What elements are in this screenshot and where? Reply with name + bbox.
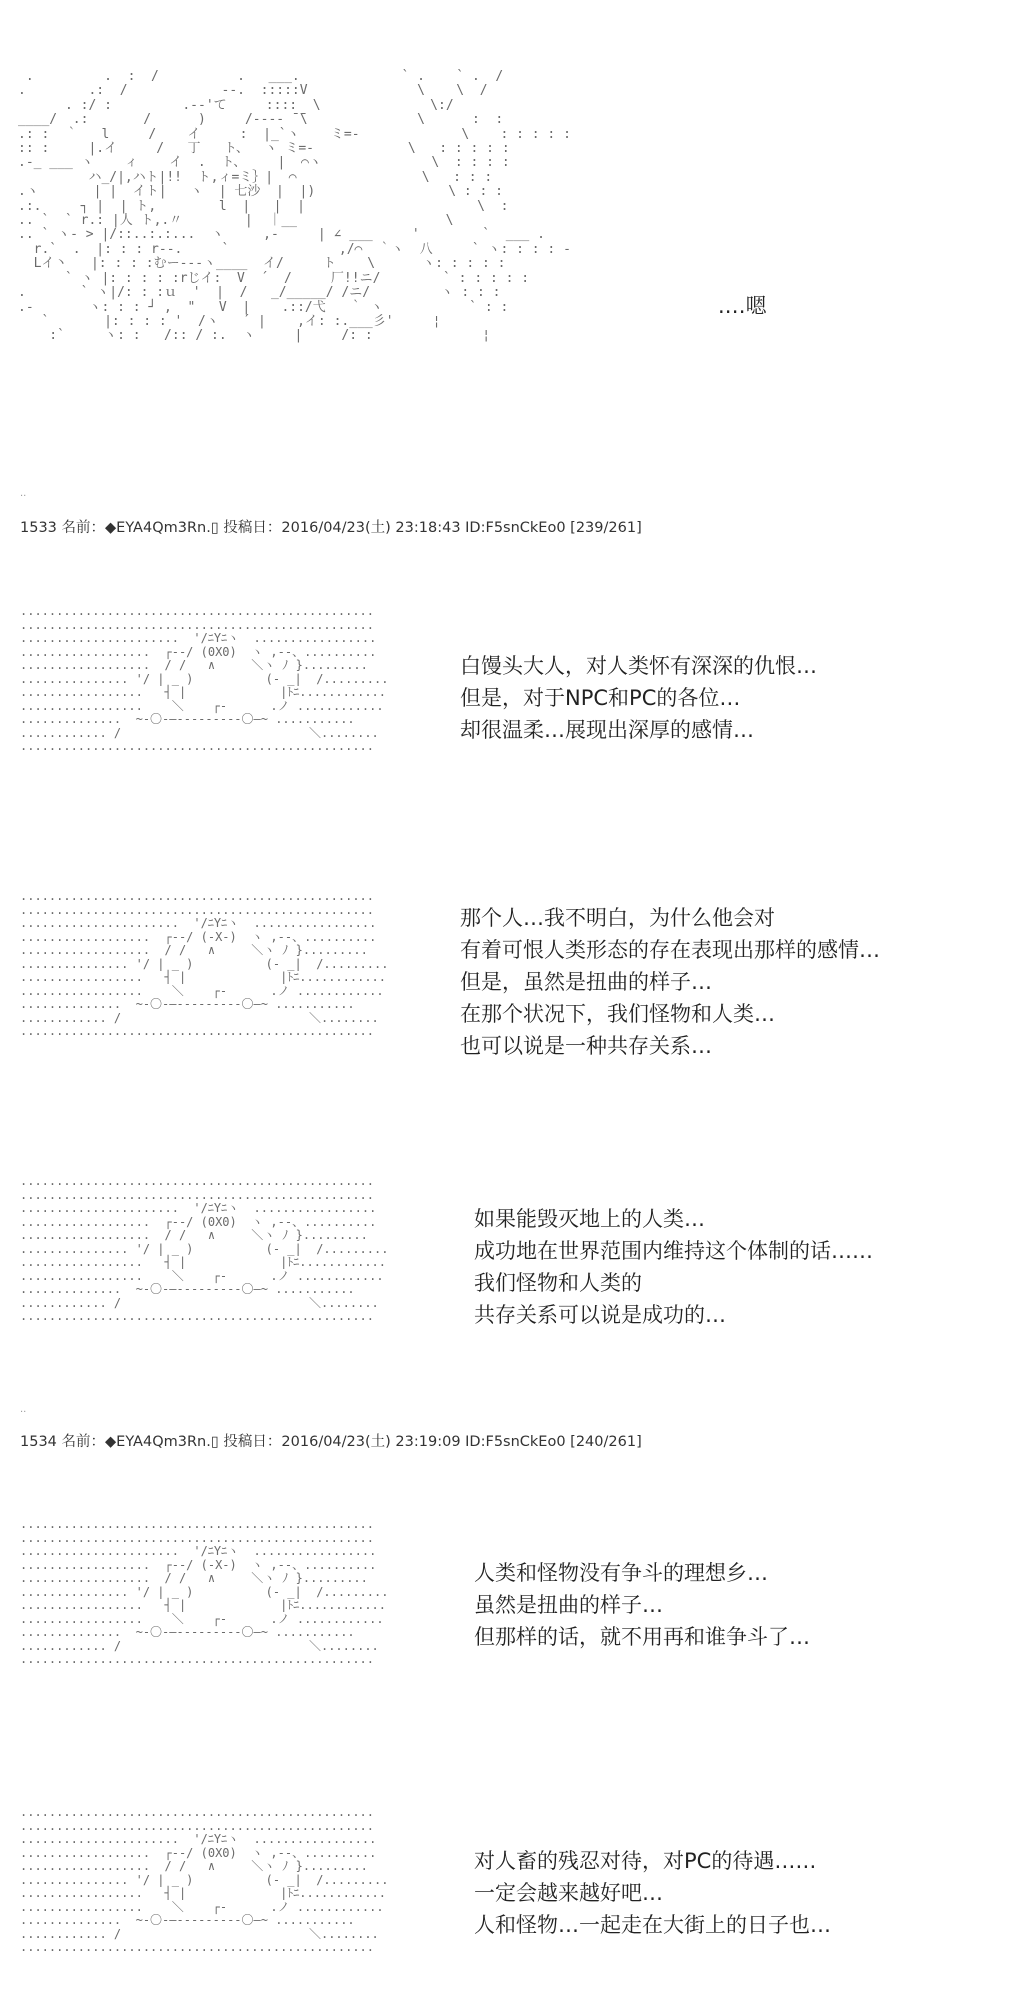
dialog-line: 但是，虽然是扭曲的样子… [460,970,712,994]
dialog-line: 人和怪物…一起走在大街上的日子也… [474,1913,831,1937]
separator-dots: .. [20,488,27,499]
ascii-art-manju-frame: ................................................. ................................................. ...................... '/ﾆYﾆヽ ................. .................. ┌--/ (-X-) ヽ ,--、.......... .................. / / ∧ ＼ヽ ﾉ }......... ............... '/ | _ ) (- _| /......... ................. ┤ | |ﾄﾆ............ ................. ＼ ┌- .ノ ............ .............. ~‐〇-―---------〇―~ ........... ............ / ＼........ ................................................. [20,1517,389,1666]
dialog-line: 共存关系可以说是成功的… [474,1303,726,1327]
post-header-1534 [20,1430,642,1451]
ascii-art-manju-frame: ................................................. ................................................. ...................... '/ﾆYﾆヽ ................. .................. ┌--/ (0X0) ヽ ,--、.......... .................. / / ∧ ＼ヽ ﾉ }......... ............... '/ | _ ) (- _| /......... ................. ┤ | |ﾄﾆ............ ................. ＼ ┌- .ノ ............ .............. ~‐〇-―---------〇―~ ........... ............ / ＼........ ................................................. [20,1174,389,1323]
dialog-line: 一定会越来越好吧… [474,1881,663,1905]
ascii-art-manju-frame: ................................................. ................................................. ...................... '/ﾆYﾆヽ ................. .................. ┌--/ (-X-) ヽ ,--、.......... .................. / / ∧ ＼ヽ ﾉ }......... ............... '/ | _ ) (- _| /......... ................. ┤ | |ﾄﾆ............ ................. ＼ ┌- .ノ ............ .............. ~‐〇-―---------〇―~ ........... ............ / ＼........ ................................................. [20,889,389,1038]
dialog-line: 在那个状况下，我们怪物和人类… [460,1002,775,1026]
dialog-line: 也可以说是一种共存关系… [460,1034,712,1058]
dialog-line: 成功地在世界范围内维持这个体制的话…… [474,1239,873,1263]
post-header-1533 [20,516,642,537]
dialog-line: 人类和怪物没有争斗的理想乡… [474,1561,768,1585]
dialog-line: 我们怪物和人类的 [474,1271,642,1295]
dialog-line: 白馒头大人，对人类怀有深深的仇恨… [460,654,817,678]
dialog-line: 如果能毁灭地上的人类… [474,1207,705,1231]
dialog-line: 但那样的话，就不用再和谁争斗了… [474,1625,810,1649]
dialog-line: 但是，对于NPC和PC的各位… [460,686,741,710]
ascii-art-character-portrait: . . : / . ___. ` . ` . / . .: / --. :::::V \ \ / . :/ : .-‐'て :::: \ \:/ ____/ .: / ) /---‐ ̄ ̄\ \ : : .: : ｀ l / イ : |_`ヽ ミ=- \ : : : : : :: : |.イ / 丁 ト、 ヽ ミ=- \ : : : : : .-_ ___ ヽ ィ イ . ト、 | ⌒ヽ \ : : : : ハ_/|,ハト|!! ト,ィ=ミ｝| ⌒ \ : : : .ヽ | | イト| ヽ | 七沙 | |) \ : : : .:. ┐ | | ト, l | | | \ : .. ` ` r.: |人 ト,.〃 | ｜__ \ .. ` ヽ- > |/::..:.:... ヽ ,- | ∠ ___ ' ` ___ . r.` . |: : : r--. ` ,/⌒ ｀ヽ 八 ` ヽ: : : : - Lイ丶 |: : : :むー---ヽ____ イ/ ト \ ヽ: : : : : ` ヽ |: : : : :rじイ: V ´ / 厂!!ニ/ ` : : : : : . ` ヽ|/: : :ｕ ' | / _/_____/ /ニ/ ヽ : : : .- ヽ: : : ┘ , " V | .::/弋 ｀ ヽ ` : : ` |: : : : ' /ヽ ´ | ,イ: :.___彡' ¦ :` ヽ: : /:: / :. ヽ | /: : ¦ [18,69,571,344]
post-header-text: 1534 名前：◆EYA4Qm3Rn.▯ 投稿日：2016/04/23(土) 23:19:09 ID:F5snCkEo0 [240/261] [20,1434,642,1450]
dialog-line: 那个人…我不明白，为什么他会对 [460,906,775,930]
speech-text: .…嗯 [718,294,767,318]
post-header-text: 1533 名前：◆EYA4Qm3Rn.▯ 投稿日：2016/04/23(土) 23:18:43 ID:F5snCkEo0 [239/261] [20,520,642,536]
ascii-art-manju-frame: ................................................. ................................................. ...................... '/ﾆYﾆヽ ................. .................. ┌--/ (0X0) ヽ ,--、.......... .................. / / ∧ ＼ヽ ﾉ }......... ............... '/ | _ ) (- _| /......... ................. ┤ | |ﾄﾆ............ ................. ＼ ┌- .ノ ............ .............. ~‐〇-―---------〇―~ ........... ............ / ＼........ ................................................. [20,604,389,753]
dialog-line: 却很温柔…展现出深厚的感情… [460,718,754,742]
separator-dots: .. [20,1404,27,1415]
dialog-line: 对人畜的残忍对待，对PC的待遇…… [474,1849,817,1873]
ascii-art-manju-frame: ................................................. ................................................. ...................... '/ﾆYﾆヽ ................. .................. ┌--/ (0X0) ヽ ,--、.......... .................. / / ∧ ＼ヽ ﾉ }......... ............... '/ | _ ) (- _| /......... ................. ┤ | |ﾄﾆ............ ................. ＼ ┌- .ノ ............ .............. ~‐〇-―---------〇―~ ........... ............ / ＼........ ................................................. [20,1805,389,1954]
dialog-line: 有着可恨人类形态的存在表现出那样的感情… [460,938,880,962]
dialog-line: 虽然是扭曲的样子… [474,1593,663,1617]
